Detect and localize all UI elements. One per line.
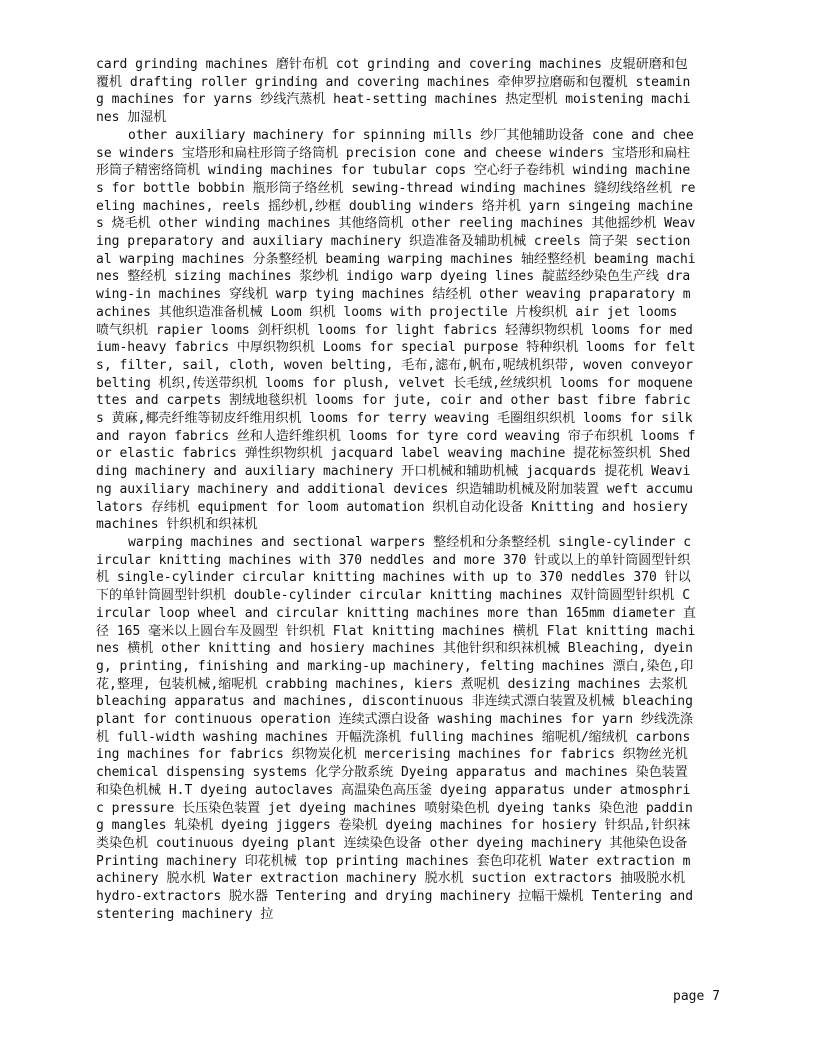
paragraph-3: warping machines and sectional warpers 整经机和分条整经机 single-cylinder circular knitting machines with 370 neddles and more 370 针或以上的单针筒圆型针织机 single-cylinder circular knitting machines with up to 370 neddles 370 针以下的单针筒圆型针织机 double-cylinder circular knitting machines 双针筒圆型针织机 Circular loop wheel and circular knitting machines more than 165mm diameter 直径 165 毫米以上圆台车及圆型 针织机 Flat knitting machines 横机 Flat knitting machines 横机 other knitting and hosiery machines 其他针织和织袜机械 Bleaching, dyeing, printing, finishing and marking-up machinery, felting machines 漂白,染色,印花,整理, 包装机械,缩呢机 crabbing machines, kiers 煮呢机 desizing machines 去浆机 bleaching apparatus and machines, discontinuous 非连续式漂白装置及机械 bleaching plant for continuous operation 连续式漂白设备 washing machines for yarn 纱线洗涤机 full-width washing machines 开幅洗涤机 fulling machines 缩呢机/缩绒机 carbonsing machines for fabrics 织物炭化机 mercerising machines for fabrics 织物丝光机 chemical dispensing systems 化学分散系统 Dyeing apparatus and machines 染色装置和染色机械 H.T dyeing autoclaves 高温染色高压釜 dyeing apparatus under atmosphric pressure 长压染色装置 jet dyeing machines 喷射染色机 dyeing tanks 染色池 padding mangles 轧染机 dyeing jiggers 卷染机 dyeing machines for hosiery 针织品,针织袜类染色机 coutinuous dyeing plant 连续染色设备 other dyeing machinery 其他染色设备 Printing machinery 印花机械 top printing machines 套色印花机 Water extraction machinery 脱水机 Water extraction machinery 脱水机 suction extractors 抽吸脱水机 hydro-extractors 脱水器 Tentering and drying machinery 拉幅干燥机 Tentering and stentering machinery 拉 — [96, 534, 696, 922]
document-body — [96, 56, 696, 923]
paragraph-1: card grinding machines 磨针布机 cot grinding and covering machines 皮辊研磨和包覆机 drafting roller grinding and covering machines 牵伸罗拉磨砺和包覆机 steaming machines for yarns 纱线汽蒸机 heat-setting machines 热定型机 moistening machines 加湿机 — [96, 57, 691, 126]
page-number: page 7 — [673, 989, 720, 1004]
paragraph-2: other auxiliary machinery for spinning mills 纱厂其他辅助设备 cone and cheese winders 宝塔形和扁柱形筒子络筒机 precision cone and cheese winders 宝塔形和扁柱形筒子精密络筒机 winding machines for tubular cops 空心纡子卷纬机 winding machines for bottle bobbin 瓶形筒子络丝机 sewing-thread winding machines 缝纫线络丝机 reeling machines, reels 摇纱机,纱框 doubling winders 络并机 yarn singeing machines 烧毛机 other winding machines 其他络筒机 other reeling machines 其他摇纱机 Weaving preparatory and auxiliary machinery 织造准备及辅助机械 creels 筒子架 sectional warping machines 分条整经机 beaming warping machines 轴经整经机 beaming machines 整经机 sizing machines 浆纱机 indigo warp dyeing lines 靛蓝经纱染色生产线 drawing-in machines 穿线机 warp tying machines 结经机 other weaving praparatory machines 其他织造准备机械 Loom 织机 looms with projectile 片梭织机 air jet looms 喷气织机 rapier looms 剑杆织机 looms for light fabrics 轻薄织物织机 looms for medium-heavy fabrics 中厚织物织机 Looms for special purpose 特种织机 looms for felts, filter, sail, cloth, woven belting, 毛布,滤布,帆布,呢绒机织带, woven conveyor belting 机织,传送带织机 looms for plush, velvet 长毛绒,丝绒织机 looms for moquenettes and carpets 割绒地毯织机 looms for jute, coir and other bast fibre fabrics 黄麻,椰壳纤维等韧皮纤维用织机 looms for terry weaving 毛圈组织织机 looms for silk and rayon fabrics 丝和人造纤维织机 looms for tyre cord weaving 帘子布织机 looms for elastic fabrics 弹性织物织机 jacquard label weaving machine 提花标签织机 Shedding machinery and auxiliary machinery 开口机械和辅助机械 jacquards 提花机 Weaving auxiliary machinery and additional devices 织造辅助机械及附加装置 weft accumulators 存纬机 equipment for loom automation 织机自动化设备 Knitting and hosiery machines 针织机和织袜机 — [96, 127, 696, 533]
